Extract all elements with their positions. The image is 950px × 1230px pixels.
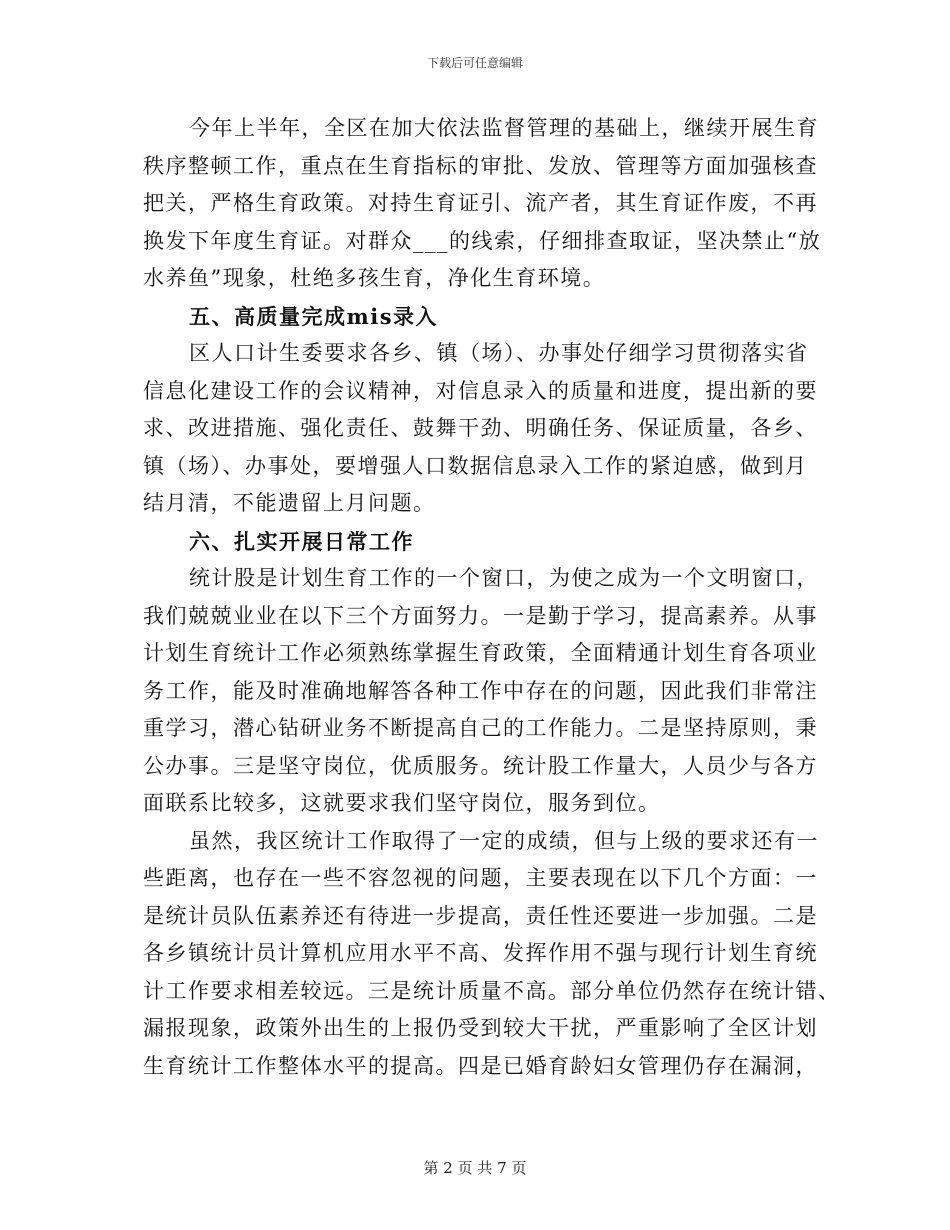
paragraph-line: 计划生育统计工作必须熟练掌握生育政策，全面精通计划生育各项业 [143,641,818,665]
paragraph-line: 水养鱼”现象，杜绝多孩生育，净化生育环境。 [143,266,606,290]
paragraph-line: 换发下年度生育证。对群众___的线索，仔细排查取证，坚决禁止“放 [143,228,822,253]
paragraph-line: 我们兢兢业业在以下三个方面努力。一是勤于学习，提高素养。从事 [143,603,818,628]
paragraph-line: 漏报现象，政策外出生的上报仍受到较大干扰，严重影响了全区计划 [143,1016,818,1040]
section-heading: 六、扎实开展日常工作 [189,528,414,554]
section-heading: 五、高质量完成mis录入 [189,303,439,329]
page-number-footer: 第 2 页 共 7 页 [423,1159,527,1177]
paragraph-line: 镇（场）、办事处，要增强人口数据信息录入工作的紧迫感，做到月 [143,453,808,478]
paragraph-line: 把关，严格生育政策。对持生育证引、流产者，其生育证作废，不再 [143,191,818,215]
paragraph-line: 区人口计生委要求各乡、镇（场）、办事处仔细学习贯彻落实省 [189,341,809,365]
paragraph-line: 结月清，不能遗留上月问题。 [143,491,436,515]
paragraph-line: 各乡镇统计员计算机应用水平不高、发挥作用不强与现行计划生育统 [143,941,818,965]
paragraph-line: 求、改进措施、强化责任、鼓舞干劲、明确任务、保证质量，各乡、 [143,416,818,440]
paragraph-line: 统计股是计划生育工作的一个窗口，为使之成为一个文明窗口， [189,566,819,590]
paragraph-line: 信息化建设工作的会议精神，对信息录入的质量和进度，提出新的要 [143,378,818,403]
paragraph-line: 面联系比较多，这就要求我们坚守岗位，服务到位。 [143,791,661,815]
paragraph-line: 是统计员队伍素养还有待进一步提高，责任性还要进一步加强。二是 [143,903,818,928]
paragraph-line: 今年上半年，全区在加大依法监督管理的基础上，继续开展生育 [189,116,819,140]
paragraph-line: 重学习，潜心钻研业务不断提高自己的工作能力。二是坚持原则，秉 [143,716,818,740]
paragraph-line: 务工作，能及时准确地解答各种工作中存在的问题，因此我们非常注 [143,678,818,703]
page-header: 下载后可任意编辑 [426,56,523,70]
document-body [143,110,841,1085]
paragraph-line: 虽然，我区统计工作取得了一定的成绩，但与上级的要求还有一 [189,828,819,853]
paragraph-line: 生育统计工作整体水平的提高。四是已婚育龄妇女管理仍存在漏洞， [143,1053,818,1078]
paragraph-line: 秩序整顿工作，重点在生育指标的审批、发放、管理等方面加强核查 [143,153,818,178]
paragraph-line: 计工作要求相差较远。三是统计质量不高。部分单位仍然存在统计错、 [143,978,841,1003]
paragraph-line: 公办事。三是坚守岗位，优质服务。统计股工作量大，人员少与各方 [143,753,818,778]
paragraph-line: 些距离，也存在一些不容忽视的问题，主要表现在以下几个方面：一 [143,866,818,890]
